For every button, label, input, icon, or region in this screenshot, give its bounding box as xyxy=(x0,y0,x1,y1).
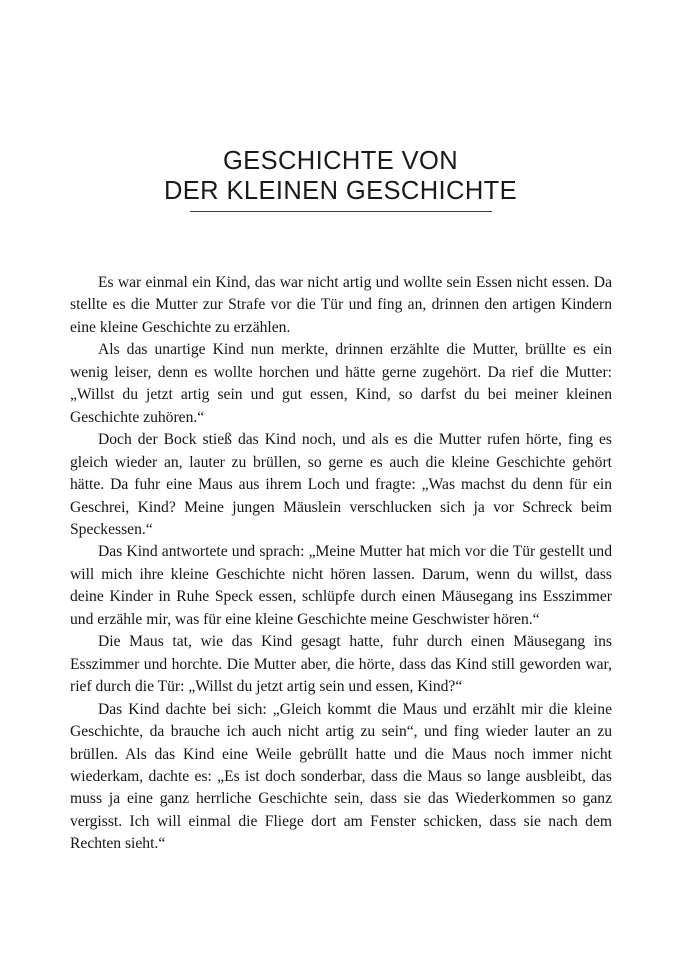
paragraph: Die Maus tat, wie das Kind gesagt hatte, fuhr durch einen Mäusegang ins Esszimmer und horchte. Die Mutter aber, die hörte, dass das Kind still geworden war, rief durch die Tür: „Willst du jetzt artig sein und essen, Kind?“ xyxy=(70,633,612,696)
paragraph: Das Kind dachte bei sich: „Gleich kommt die Maus und erzählt mir die kleine Geschichte, da brauche ich auch nicht artig zu sein“, und fing wieder lauter an zu brüllen. Als das Kind eine Weile gebrüllt hatte und die Maus noch immer nicht wiederkam, dachte es: „Es ist doch sonderbar, dass die Maus so lange ausbleibt, das muss ja eine ganz herrliche Geschichte sein, dass sie das Wiederkommen so ganz vergisst. Ich will einmal die Fliege dort am Fenster schicken, dass sie nach dem Rechten sieht.“ xyxy=(70,700,612,853)
paragraph: Als das unartige Kind nun merkte, drinnen erzählte die Mutter, brüllte es ein wenig leiser, denn es wollte horchen und hätte gerne zugehört. Da rief die Mutter: „Willst du jetzt artig sein und gut essen, Kind, so darfst du bei meiner kleinen Geschichte zuhören.“ xyxy=(70,341,612,426)
title-rule-container xyxy=(0,211,681,229)
title-underline-rule xyxy=(190,211,492,212)
page-title xyxy=(0,146,681,229)
body-text-column xyxy=(70,272,612,856)
title-line-1: GESCHICHTE VON xyxy=(222,147,459,175)
paragraph: Das Kind antwortete und sprach: „Meine Mutter hat mich vor die Tür gestellt und will mich ihre kleine Geschichte nicht hören lassen. Darum, wenn du willst, dass deine Kinder in Ruhe Speck essen, schlüpfe durch einen Mäusegang ins Esszimmer und erzähle mir, was für eine kleine Geschichte meine Geschwister hören.“ xyxy=(70,543,612,628)
title-line-2: DER KLEINEN GESCHICHTE xyxy=(163,177,518,205)
paragraph: Doch der Bock stieß das Kind noch, und als es die Mutter rufen hörte, fing es gleich wieder an, lauter zu brüllen, so gerne es auch die kleine Geschichte gehört hätte. Da fuhr eine Maus aus ihrem Loch und fragte: „Was machst du denn für ein Geschrei, Kind? Meine jungen Mäuslein verschlucken sich ja vor Schreck beim Speckessen.“ xyxy=(70,431,612,538)
paragraph: Es war einmal ein Kind, das war nicht artig und wollte sein Essen nicht essen. Da stellte es die Mutter zur Strafe vor die Tür und fing an, drinnen den artigen Kindern eine kleine Geschichte zu erzählen. xyxy=(70,274,612,336)
